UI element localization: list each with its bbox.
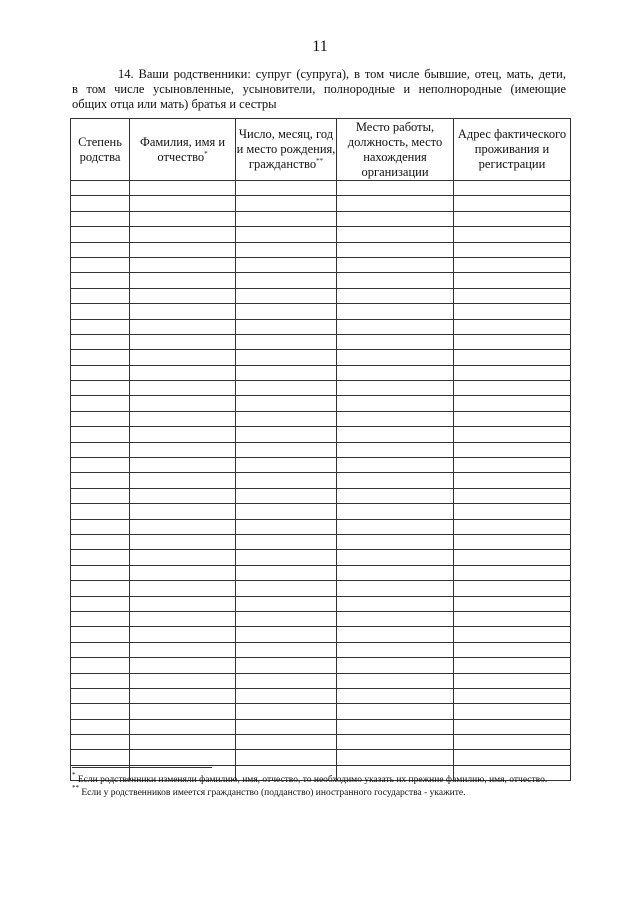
- footnote-1-text: Если родственники изменяли фамилию, имя, отчество, то необходимо указать их прежние фамилию, имя, отчество.: [77, 775, 548, 785]
- table-row: [71, 319, 571, 334]
- table-row: [71, 365, 571, 380]
- table-cell[interactable]: [130, 273, 236, 288]
- table-cell[interactable]: [454, 565, 571, 580]
- table-cell[interactable]: [130, 658, 236, 673]
- table-row: [71, 611, 571, 626]
- table-cell[interactable]: [71, 227, 130, 242]
- table-cell[interactable]: [71, 257, 130, 272]
- table-cell[interactable]: [236, 504, 337, 519]
- table-cell[interactable]: [130, 319, 236, 334]
- table-cell[interactable]: [236, 442, 337, 457]
- table-row: [71, 411, 571, 426]
- footnote-2: [72, 783, 566, 800]
- table-cell[interactable]: [337, 550, 454, 565]
- table-cell[interactable]: [337, 396, 454, 411]
- table-cell[interactable]: [337, 411, 454, 426]
- column-header-text: Число, месяц, год и место рождения, гражданство: [236, 127, 336, 171]
- table-cell[interactable]: [71, 365, 130, 380]
- column-header-text: Место работы, должность, место нахождения организации: [347, 119, 443, 179]
- table-cell[interactable]: [454, 596, 571, 611]
- table-cell[interactable]: [454, 488, 571, 503]
- table-cell[interactable]: [454, 334, 571, 349]
- table-cell[interactable]: [236, 350, 337, 365]
- table-cell[interactable]: [337, 365, 454, 380]
- table-cell[interactable]: [71, 242, 130, 257]
- table-cell[interactable]: [337, 273, 454, 288]
- table-cell[interactable]: [454, 196, 571, 211]
- table-row: [71, 211, 571, 226]
- table-row: [71, 504, 571, 519]
- table-cell[interactable]: [71, 288, 130, 303]
- table-cell[interactable]: [71, 458, 130, 473]
- table-cell[interactable]: [71, 504, 130, 519]
- table-cell[interactable]: [130, 719, 236, 734]
- table-cell[interactable]: [454, 550, 571, 565]
- table-cell[interactable]: [337, 596, 454, 611]
- table-cell[interactable]: [454, 381, 571, 396]
- table-cell[interactable]: [71, 181, 130, 196]
- table-cell[interactable]: [71, 196, 130, 211]
- table-cell[interactable]: [454, 211, 571, 226]
- table-cell[interactable]: [236, 411, 337, 426]
- header-row: [71, 119, 571, 181]
- table-row: [71, 688, 571, 703]
- table-row: [71, 473, 571, 488]
- table-cell[interactable]: [337, 581, 454, 596]
- table-cell[interactable]: [71, 519, 130, 534]
- table-cell[interactable]: [130, 519, 236, 534]
- column-header-workplace: [337, 119, 454, 181]
- table-cell[interactable]: [130, 611, 236, 626]
- table-cell[interactable]: [454, 365, 571, 380]
- table-cell[interactable]: [236, 519, 337, 534]
- table-cell[interactable]: [130, 735, 236, 750]
- table-cell[interactable]: [236, 365, 337, 380]
- table-cell[interactable]: [130, 642, 236, 657]
- table-row: [71, 719, 571, 734]
- table-cell[interactable]: [454, 273, 571, 288]
- table-cell[interactable]: [71, 211, 130, 226]
- table-cell[interactable]: [236, 565, 337, 580]
- table-cell[interactable]: [337, 304, 454, 319]
- table-row: [71, 642, 571, 657]
- table-cell[interactable]: [236, 719, 337, 734]
- table-cell[interactable]: [337, 519, 454, 534]
- table-row: [71, 735, 571, 750]
- table-cell[interactable]: [337, 642, 454, 657]
- table-cell[interactable]: [236, 627, 337, 642]
- table-cell[interactable]: [337, 442, 454, 457]
- table-cell[interactable]: [130, 750, 236, 765]
- table-row: [71, 519, 571, 534]
- question-line-3: общих отца или мать) братья и сестры: [72, 97, 277, 111]
- table-cell[interactable]: [130, 504, 236, 519]
- table-row: [71, 227, 571, 242]
- footnote-mark-1: *: [204, 149, 208, 158]
- table-cell[interactable]: [337, 473, 454, 488]
- table-cell[interactable]: [454, 473, 571, 488]
- table-row: [71, 396, 571, 411]
- column-header-address: [454, 119, 571, 181]
- question-14-text: [72, 67, 566, 112]
- table-cell[interactable]: [71, 273, 130, 288]
- table-cell[interactable]: [71, 719, 130, 734]
- table-cell[interactable]: [130, 211, 236, 226]
- table-cell[interactable]: [130, 442, 236, 457]
- table-cell[interactable]: [130, 473, 236, 488]
- table-cell[interactable]: [454, 611, 571, 626]
- table-cell[interactable]: [71, 704, 130, 719]
- table-cell[interactable]: [236, 735, 337, 750]
- table-cell[interactable]: [71, 427, 130, 442]
- table-cell[interactable]: [236, 473, 337, 488]
- table-cell[interactable]: [337, 658, 454, 673]
- table-cell[interactable]: [454, 411, 571, 426]
- table-cell[interactable]: [454, 673, 571, 688]
- table-cell[interactable]: [130, 704, 236, 719]
- table-cell[interactable]: [337, 488, 454, 503]
- table-cell[interactable]: [236, 396, 337, 411]
- table-cell[interactable]: [130, 458, 236, 473]
- relatives-table-body: [71, 181, 571, 781]
- table-cell[interactable]: [71, 550, 130, 565]
- table-row: [71, 658, 571, 673]
- table-cell[interactable]: [71, 381, 130, 396]
- table-cell[interactable]: [337, 673, 454, 688]
- table-cell[interactable]: [454, 396, 571, 411]
- table-cell[interactable]: [454, 688, 571, 703]
- table-cell[interactable]: [71, 642, 130, 657]
- table-cell[interactable]: [71, 688, 130, 703]
- table-cell[interactable]: [337, 288, 454, 303]
- table-cell[interactable]: [337, 227, 454, 242]
- table-cell[interactable]: [130, 627, 236, 642]
- table-cell[interactable]: [337, 257, 454, 272]
- table-row: [71, 550, 571, 565]
- table-cell[interactable]: [454, 319, 571, 334]
- table-cell[interactable]: [454, 427, 571, 442]
- table-cell[interactable]: [236, 458, 337, 473]
- table-cell[interactable]: [236, 673, 337, 688]
- table-cell[interactable]: [236, 611, 337, 626]
- table-cell[interactable]: [454, 581, 571, 596]
- table-cell[interactable]: [337, 719, 454, 734]
- table-cell[interactable]: [236, 581, 337, 596]
- table-cell[interactable]: [454, 627, 571, 642]
- table-cell[interactable]: [71, 627, 130, 642]
- footnotes: [72, 771, 566, 799]
- column-header-text: Адрес фактического проживания и регистрации: [457, 127, 567, 171]
- table-row: [71, 596, 571, 611]
- table-cell[interactable]: [130, 688, 236, 703]
- table-cell[interactable]: [337, 750, 454, 765]
- table-cell[interactable]: [337, 534, 454, 549]
- table-cell[interactable]: [236, 196, 337, 211]
- column-header-full-name: [130, 119, 236, 181]
- table-cell[interactable]: [236, 181, 337, 196]
- table-cell[interactable]: [71, 611, 130, 626]
- relatives-table-header: [71, 119, 571, 181]
- table-cell[interactable]: [337, 334, 454, 349]
- table-cell[interactable]: [130, 227, 236, 242]
- table-cell[interactable]: [337, 627, 454, 642]
- table-cell[interactable]: [337, 181, 454, 196]
- table-cell[interactable]: [71, 488, 130, 503]
- table-cell[interactable]: [130, 596, 236, 611]
- table-cell[interactable]: [236, 642, 337, 657]
- table-row: [71, 334, 571, 349]
- table-cell[interactable]: [236, 334, 337, 349]
- table-row: [71, 288, 571, 303]
- question-line-2: в том числе усыновленные, усыновители, полнородные и неполнородные (имеющие: [72, 82, 566, 96]
- table-cell[interactable]: [454, 534, 571, 549]
- table-cell[interactable]: [71, 334, 130, 349]
- table-cell[interactable]: [337, 735, 454, 750]
- footnote-separator: [72, 767, 212, 768]
- table-row: [71, 442, 571, 457]
- table-row: [71, 196, 571, 211]
- table-cell[interactable]: [130, 334, 236, 349]
- table-cell[interactable]: [71, 396, 130, 411]
- table-cell[interactable]: [236, 227, 337, 242]
- table-cell[interactable]: [236, 488, 337, 503]
- table-row: [71, 257, 571, 272]
- table-cell[interactable]: [130, 673, 236, 688]
- table-cell[interactable]: [71, 350, 130, 365]
- table-row: [71, 673, 571, 688]
- table-cell[interactable]: [454, 304, 571, 319]
- table-cell[interactable]: [71, 411, 130, 426]
- table-cell[interactable]: [71, 473, 130, 488]
- table-cell[interactable]: [130, 350, 236, 365]
- table-cell[interactable]: [71, 319, 130, 334]
- table-cell[interactable]: [130, 411, 236, 426]
- table-cell[interactable]: [236, 273, 337, 288]
- table-cell[interactable]: [236, 288, 337, 303]
- table-row: [71, 381, 571, 396]
- table-cell[interactable]: [71, 750, 130, 765]
- table-cell[interactable]: [130, 304, 236, 319]
- table-cell[interactable]: [236, 211, 337, 226]
- table-cell[interactable]: [337, 242, 454, 257]
- table-cell[interactable]: [337, 381, 454, 396]
- table-row: [71, 242, 571, 257]
- question-line-1: 14. Ваши родственники: супруг (супруга), в том числе бывшие, отец, мать, дети,: [118, 67, 566, 81]
- table-cell[interactable]: [337, 611, 454, 626]
- table-row: [71, 581, 571, 596]
- table-cell[interactable]: [337, 458, 454, 473]
- table-cell[interactable]: [71, 581, 130, 596]
- column-header-text: Степень родства: [78, 134, 122, 164]
- table-cell[interactable]: [337, 688, 454, 703]
- table-cell[interactable]: [130, 427, 236, 442]
- table-cell[interactable]: [454, 458, 571, 473]
- table-row: [71, 488, 571, 503]
- footnote-1-mark: *: [72, 771, 76, 779]
- table-cell[interactable]: [454, 288, 571, 303]
- table-cell[interactable]: [71, 442, 130, 457]
- table-cell[interactable]: [454, 658, 571, 673]
- table-row: [71, 534, 571, 549]
- table-cell[interactable]: [130, 565, 236, 580]
- table-cell[interactable]: [454, 350, 571, 365]
- table-cell[interactable]: [130, 181, 236, 196]
- footnote-2-text: Если у родственников имеется гражданство (подданство) иностранного государства - укажите.: [81, 787, 466, 798]
- table-row: [71, 427, 571, 442]
- column-header-birth-citizenship: [236, 119, 337, 181]
- table-row: [71, 304, 571, 319]
- table-cell[interactable]: [236, 596, 337, 611]
- table-cell[interactable]: [130, 581, 236, 596]
- table-cell[interactable]: [236, 319, 337, 334]
- table-cell[interactable]: [236, 257, 337, 272]
- table-cell[interactable]: [130, 257, 236, 272]
- table-cell[interactable]: [236, 550, 337, 565]
- table-cell[interactable]: [454, 750, 571, 765]
- footnote-mark-2: **: [316, 157, 324, 165]
- table-row: [71, 273, 571, 288]
- table-cell[interactable]: [454, 181, 571, 196]
- footnote-2-mark: **: [72, 783, 79, 792]
- table-cell[interactable]: [337, 504, 454, 519]
- table-cell[interactable]: [454, 735, 571, 750]
- table-cell[interactable]: [71, 304, 130, 319]
- table-cell[interactable]: [236, 381, 337, 396]
- table-cell[interactable]: [337, 565, 454, 580]
- table-cell[interactable]: [71, 735, 130, 750]
- table-cell[interactable]: [130, 488, 236, 503]
- table-row: [71, 704, 571, 719]
- footnote-1: [72, 771, 566, 787]
- table-cell[interactable]: [130, 381, 236, 396]
- table-cell[interactable]: [71, 658, 130, 673]
- table-cell[interactable]: [130, 550, 236, 565]
- table-cell[interactable]: [236, 304, 337, 319]
- table-cell[interactable]: [337, 196, 454, 211]
- table-cell[interactable]: [337, 350, 454, 365]
- table-cell[interactable]: [454, 227, 571, 242]
- table-cell[interactable]: [454, 704, 571, 719]
- table-row: [71, 181, 571, 196]
- table-cell[interactable]: [71, 673, 130, 688]
- table-cell[interactable]: [130, 534, 236, 549]
- table-cell[interactable]: [337, 427, 454, 442]
- table-cell[interactable]: [130, 396, 236, 411]
- table-cell[interactable]: [236, 750, 337, 765]
- table-cell[interactable]: [337, 211, 454, 226]
- table-cell[interactable]: [454, 442, 571, 457]
- table-cell[interactable]: [130, 365, 236, 380]
- column-header-text: Фамилия, имя и отчество: [139, 134, 226, 164]
- table-cell[interactable]: [236, 242, 337, 257]
- table-row: [71, 627, 571, 642]
- table-cell[interactable]: [454, 642, 571, 657]
- table-cell[interactable]: [454, 242, 571, 257]
- table-cell[interactable]: [454, 519, 571, 534]
- table-cell[interactable]: [236, 704, 337, 719]
- table-cell[interactable]: [130, 288, 236, 303]
- table-cell[interactable]: [71, 565, 130, 580]
- table-cell[interactable]: [236, 534, 337, 549]
- table-cell[interactable]: [236, 688, 337, 703]
- relatives-table: [70, 118, 571, 781]
- table-row: [71, 350, 571, 365]
- table-row: [71, 565, 571, 580]
- table-cell[interactable]: [454, 719, 571, 734]
- table-row: [71, 458, 571, 473]
- table-cell[interactable]: [130, 242, 236, 257]
- table-cell[interactable]: [454, 504, 571, 519]
- column-header-relation: [71, 119, 130, 181]
- table-cell[interactable]: [71, 596, 130, 611]
- table-cell[interactable]: [236, 658, 337, 673]
- table-row: [71, 750, 571, 765]
- table-cell[interactable]: [454, 257, 571, 272]
- table-cell[interactable]: [71, 534, 130, 549]
- page-number: 11: [312, 38, 328, 55]
- table-cell[interactable]: [337, 319, 454, 334]
- table-cell[interactable]: [236, 427, 337, 442]
- table-cell[interactable]: [130, 196, 236, 211]
- table-cell[interactable]: [337, 704, 454, 719]
